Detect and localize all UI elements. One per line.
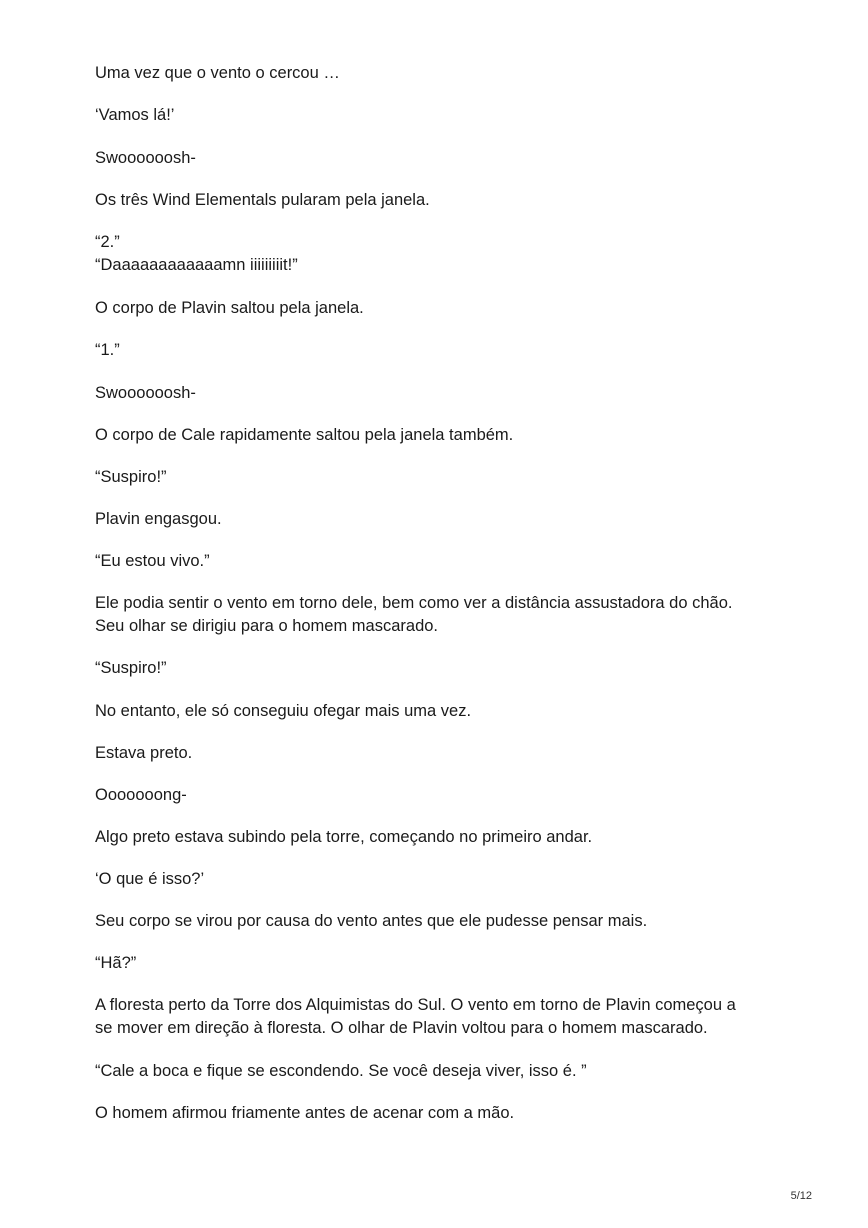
paragraph bbox=[95, 1102, 795, 1125]
page-number: 5/12 bbox=[790, 1190, 812, 1202]
paragraph bbox=[95, 868, 795, 891]
text-line: Swoooooosh- bbox=[95, 384, 196, 402]
text-line: “Daaaaaaaaaaaamn iiiiiiiiit!” bbox=[95, 256, 298, 274]
text-line: “Suspiro!” bbox=[95, 659, 167, 677]
text-line: O homem afirmou friamente antes de acenar com a mão. bbox=[95, 1104, 515, 1122]
text-line: Algo preto estava subindo pela torre, começando no primeiro andar. bbox=[95, 828, 593, 846]
paragraph bbox=[95, 994, 795, 1040]
paragraph bbox=[95, 62, 795, 85]
text-line: Swoooooosh- bbox=[95, 149, 196, 167]
text-line: No entanto, ele só conseguiu ofegar mais uma vez. bbox=[95, 702, 472, 720]
paragraph bbox=[95, 466, 795, 489]
paragraph bbox=[95, 339, 795, 362]
paragraph bbox=[95, 826, 795, 849]
paragraph bbox=[95, 297, 795, 320]
paragraph bbox=[95, 550, 795, 573]
text-line: Ooooooong- bbox=[95, 786, 187, 804]
text-line: O corpo de Plavin saltou pela janela. bbox=[95, 299, 364, 317]
text-line: Uma vez que o vento o cercou … bbox=[95, 64, 340, 82]
text-line: ‘O que é isso?’ bbox=[95, 870, 205, 888]
text-line: O corpo de Cale rapidamente saltou pela janela também. bbox=[95, 426, 514, 444]
paragraph bbox=[95, 910, 795, 933]
paragraph bbox=[95, 952, 795, 975]
text-line: ‘Vamos lá!’ bbox=[95, 106, 175, 124]
text-line: Os três Wind Elementals pularam pela janela. bbox=[95, 191, 430, 209]
text-line: “Eu estou vivo.” bbox=[95, 552, 210, 570]
text-line: Estava preto. bbox=[95, 744, 193, 762]
text-line: Plavin engasgou. bbox=[95, 510, 222, 528]
text-line: Ele podia sentir o vento em torno dele, bem como ver a distância assustadora do chão. bbox=[95, 594, 733, 612]
paragraph bbox=[95, 189, 795, 212]
paragraph bbox=[95, 382, 795, 405]
text-line: Seu corpo se virou por causa do vento antes que ele pudesse pensar mais. bbox=[95, 912, 648, 930]
paragraph bbox=[95, 231, 795, 277]
paragraph bbox=[95, 700, 795, 723]
paragraph bbox=[95, 742, 795, 765]
text-line: “2.” bbox=[95, 233, 120, 251]
paragraph bbox=[95, 784, 795, 807]
text-line: “Cale a boca e fique se escondendo. Se você deseja viver, isso é. ” bbox=[95, 1062, 587, 1080]
text-line: “1.” bbox=[95, 341, 120, 359]
text-line: A floresta perto da Torre dos Alquimistas do Sul. O vento em torno de Plavin começou a bbox=[95, 996, 736, 1014]
paragraph bbox=[95, 104, 795, 127]
paragraph bbox=[95, 592, 795, 638]
text-line: se mover em direção à floresta. O olhar de Plavin voltou para o homem mascarado. bbox=[95, 1019, 708, 1037]
paragraph bbox=[95, 147, 795, 170]
paragraph bbox=[95, 1060, 795, 1083]
paragraph bbox=[95, 424, 795, 447]
text-line: “Hã?” bbox=[95, 954, 137, 972]
paragraph bbox=[95, 657, 795, 680]
paragraph bbox=[95, 508, 795, 531]
text-line: Seu olhar se dirigiu para o homem mascarado. bbox=[95, 617, 439, 635]
text-line: “Suspiro!” bbox=[95, 468, 167, 486]
